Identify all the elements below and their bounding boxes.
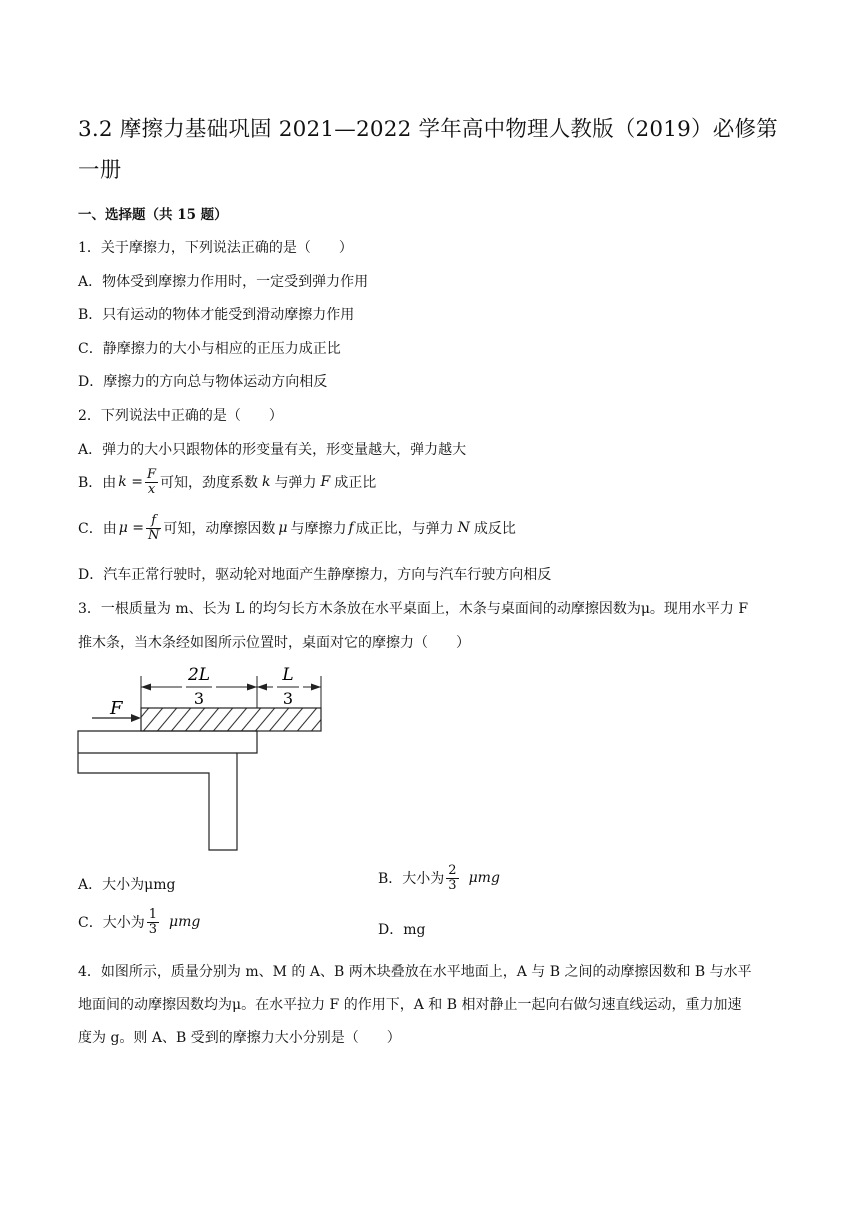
- fraction-numerator: 1: [148, 907, 157, 922]
- fraction-numerator: 2: [448, 863, 457, 878]
- question-3-option-d: D．mg: [378, 922, 426, 938]
- option-c-text-1: 可知，动摩擦因数: [163, 521, 276, 538]
- force-arrow-head: [131, 714, 141, 722]
- option-c-prefix: C．大小为: [78, 915, 145, 932]
- question-1-option-c: C．静摩擦力的大小与相应的正压力成正比: [78, 341, 341, 357]
- dimension-arrow: [247, 684, 257, 691]
- dimension-right-numerator: L: [282, 665, 294, 685]
- fraction-denominator: N: [148, 527, 160, 543]
- question-2-option-c: [78, 514, 516, 542]
- question-3-option-a: A．大小为μmg: [78, 877, 176, 893]
- dimension-left-denominator: 3: [193, 689, 205, 708]
- question-3-option-b: [378, 864, 500, 892]
- option-c-prefix: C．由: [78, 521, 117, 538]
- force-label: F: [110, 698, 123, 719]
- fraction-numerator: f: [146, 514, 161, 529]
- question-2-stem: 2．下列说法中正确的是（ ）: [78, 408, 283, 424]
- question-1-option-a: A．物体受到摩擦力作用时，一定受到弹力作用: [78, 274, 369, 290]
- variable-n: N: [457, 520, 470, 537]
- page-title-line-1: 3.2 摩擦力基础巩固 2021—2022 学年高中物理人教版（2019）必修第: [78, 117, 778, 142]
- fraction-denominator: x: [147, 481, 156, 497]
- question-4-stem-line-3: 度为 g。则 A、B 受到的摩擦力大小分别是（ ）: [78, 1030, 401, 1046]
- option-c-text-4: 成反比: [473, 521, 516, 538]
- option-c-text-2: 与摩擦力: [290, 521, 347, 538]
- formula-k-lhs: k =: [118, 474, 143, 491]
- option-b-prefix: B．由: [78, 475, 117, 492]
- dimension-arrow: [311, 684, 321, 691]
- question-4-stem-line-2: 地面间的动摩擦因数均为μ。在水平拉力 F 的作用下，A 和 B 相对静止一起向右做匀速直线运动，重力加速: [78, 997, 742, 1013]
- table-outline: [78, 731, 257, 850]
- dimension-arrow: [257, 684, 267, 691]
- question-2-option-b: [78, 468, 376, 496]
- option-c-text-3: 成正比，与弹力: [355, 521, 454, 538]
- fraction-numerator: F: [146, 467, 156, 482]
- fraction-denominator: 3: [448, 877, 457, 893]
- dimension-left-numerator: 2L: [187, 665, 211, 685]
- option-c-fraction: [147, 908, 159, 936]
- question-3-figure: [70, 660, 340, 860]
- question-2-option-a: A．弹力的大小只跟物体的形变量有关，形变量越大，弹力越大: [78, 442, 467, 458]
- section-heading: 一、选择题（共 15 题）: [78, 207, 228, 223]
- dimension-arrow: [141, 684, 151, 691]
- question-4-stem-line-1: 4．如图所示，质量分别为 m、M 的 A、B 两木块叠放在水平地面上，A 与 B 之间的动摩擦因数和 B 与水平: [78, 964, 752, 980]
- question-2-option-d: D．汽车正常行驶时，驱动轮对地面产生静摩擦力，方向与汽车行驶方向相反: [78, 567, 552, 583]
- option-b-fraction: [446, 864, 458, 892]
- option-b-text-2: 与弹力: [274, 475, 317, 492]
- question-3-stem-line-2: 推木条，当木条经如图所示位置时，桌面对它的摩擦力（ ）: [78, 635, 470, 651]
- option-b-prefix: B．大小为: [378, 871, 445, 888]
- variable-mu: μ: [278, 520, 288, 537]
- option-b-text-3: 成正比: [334, 475, 377, 492]
- option-b-text-1: 可知，劲度系数: [160, 475, 258, 492]
- formula-k-fraction: [145, 468, 158, 496]
- option-c-expression: μmg: [169, 914, 201, 931]
- page-title-line-2: 一册: [78, 158, 122, 183]
- variable-f-lower: f: [348, 520, 354, 537]
- variable-f-upper: F: [320, 474, 331, 491]
- question-3-stem-line-1: 3．一根质量为 m、长为 L 的均匀长方木条放在水平桌面上，木条与桌面间的动摩擦因数为μ。现用水平力 F: [78, 601, 749, 617]
- wooden-strip: [141, 708, 321, 731]
- fraction-denominator: 3: [148, 921, 157, 937]
- question-1-option-d: D．摩擦力的方向总与物体运动方向相反: [78, 374, 328, 390]
- formula-mu-fraction: [146, 514, 161, 542]
- variable-k: k: [262, 474, 271, 491]
- formula-mu-lhs: μ =: [118, 520, 144, 537]
- question-3-option-c: [78, 908, 200, 936]
- option-b-expression: μmg: [468, 870, 500, 887]
- question-1-option-b: B．只有运动的物体才能受到滑动摩擦力作用: [78, 307, 355, 323]
- question-1-stem: 1．关于摩擦力，下列说法正确的是（ ）: [78, 240, 353, 256]
- dimension-right-denominator: 3: [282, 689, 294, 708]
